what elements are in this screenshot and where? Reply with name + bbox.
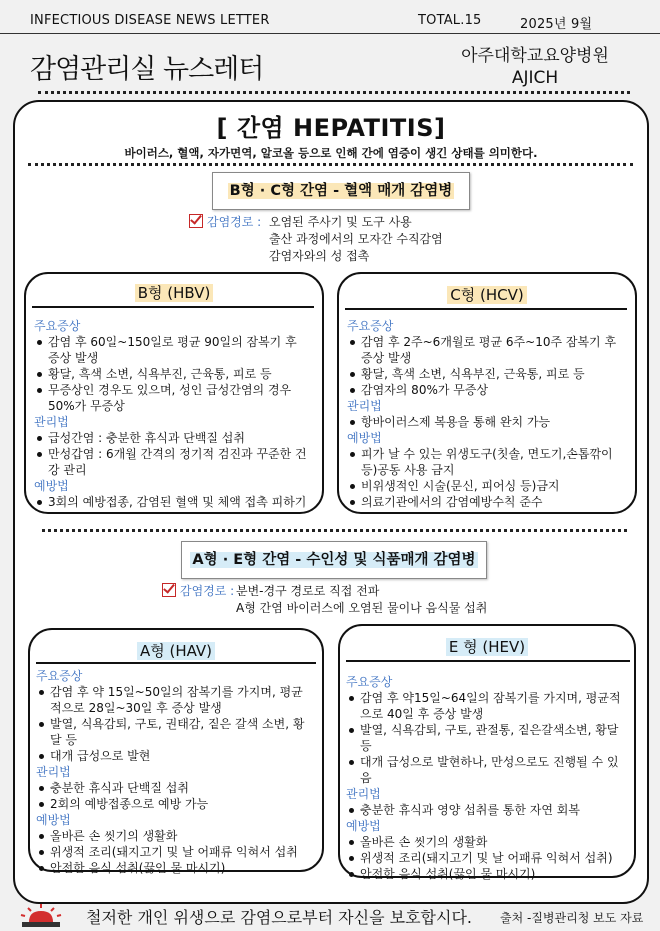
hav-content <box>36 668 314 876</box>
list-item: 의료기관에서의 감염예방수칙 준수 <box>347 494 625 510</box>
list-item: 무증상인 경우도 있으며, 성인 급성간염의 경우 50%가 무증상 <box>34 382 312 414</box>
list-item: 비위생적인 시술(문신, 피어싱 등)금지 <box>347 478 625 494</box>
ae-route-label: 감염경로 : <box>180 584 235 598</box>
bc-route-line: 오염된 주사기 및 도구 사용 <box>269 215 412 229</box>
section-divider-1 <box>28 163 633 166</box>
hev-card <box>338 624 636 881</box>
ae-route <box>162 583 234 600</box>
list-item: 감염 후 약 15일~50일의 잠복기를 가지며, 평균적으로 28일~30일 후 증상 발생 <box>36 684 314 716</box>
ae-section-title <box>181 541 487 579</box>
list-item: 감염 후 약15일~64일의 잠복기를 가지며, 평균적으로 40일 후 증상 발생 <box>346 690 630 722</box>
list-item: 안전한 음식 섭취(끓인 물 마시기) <box>346 866 630 882</box>
ae-route-line: A형 간염 바이러스에 오염된 물이나 음식물 섭취 <box>236 601 488 615</box>
hev-prevention-heading: 예방법 <box>346 819 381 833</box>
bc-section-title-text: B형 · C형 간염 - 혈액 매개 감염병 <box>229 183 453 199</box>
hbv-title <box>26 282 322 303</box>
list-item: 위생적 조리(돼지고기 및 날 어패류 익혀서 섭취 <box>36 844 314 860</box>
newsletter-label: INFECTIOUS DISEASE NEWS LETTER <box>30 13 270 28</box>
list-item: 대개 급성으로 발현 <box>36 748 314 764</box>
section-divider-2 <box>42 529 627 532</box>
hepatitis-definition: 바이러스, 혈액, 자가면역, 알코올 등으로 인해 간에 염증이 생긴 상태를 의미한다. <box>124 146 538 160</box>
hbv-title-rule <box>32 306 314 308</box>
list-item: 감염 후 60일~150일로 평균 90일의 잠복기 후 증상 발생 <box>34 334 312 366</box>
list-item: 감염 후 2주~6개월로 평균 6주~10주 잠복기 후 증상 발생 <box>347 334 625 366</box>
list-item: 안전한 음식 섭취(끓인 물 마시기) <box>36 860 314 876</box>
list-item: 올바른 손 씻기의 생활화 <box>36 828 314 844</box>
hcv-title <box>339 284 635 305</box>
ae-route-line: 분변-경구 경로로 직접 전파 <box>236 584 380 598</box>
list-item: 황달, 흑색 소변, 식욕부진, 근육통, 피로 등 <box>34 366 312 382</box>
list-item: 만성갑염 : 6개월 간격의 정기적 검진과 꾸준한 건강 관리 <box>34 446 312 478</box>
hcv-title-text: C형 (HCV) <box>447 286 526 304</box>
hev-title-rule <box>346 660 630 662</box>
hcv-content <box>347 318 625 510</box>
source-note: 출처 -질병관리청 보도 자료 <box>500 911 644 925</box>
hbv-symptoms-heading: 주요증상 <box>34 319 81 333</box>
hav-title-rule <box>36 662 316 664</box>
hev-title <box>340 636 634 657</box>
hev-title-text: E 형 (HEV) <box>446 638 528 656</box>
page-title: 감염관리실 뉴스레터 <box>30 54 264 85</box>
hbv-prevention-heading: 예방법 <box>34 479 69 493</box>
hbv-title-text: B형 (HBV) <box>135 284 214 302</box>
hcv-title-rule <box>345 308 627 310</box>
bc-route-line: 출산 과정에서의 모자간 수직감염 <box>269 232 443 246</box>
siren-icon <box>18 903 64 931</box>
hcv-prevention-heading: 예방법 <box>347 431 382 445</box>
checkbox-icon <box>162 583 176 597</box>
bc-route-line: 감염자와의 성 접촉 <box>269 249 370 263</box>
list-item: 발열, 식욕감퇴, 구토, 권태감, 짙은 갈색 소변, 황달 등 <box>36 716 314 748</box>
list-item: 급성간염 : 충분한 휴식과 단백질 섭취 <box>34 430 312 446</box>
hav-symptoms-heading: 주요증상 <box>36 669 83 683</box>
list-item: 충분한 휴식과 단백질 섭취 <box>36 780 314 796</box>
hcv-symptoms-heading: 주요증상 <box>347 319 394 333</box>
header-rule <box>0 33 660 34</box>
list-item: 대개 급성으로 발현하나, 만성으로도 진행될 수 있음 <box>346 754 630 786</box>
hepatitis-title: [ 간염 HEPATITIS] <box>216 114 446 142</box>
hcv-management-heading: 관리법 <box>347 399 382 413</box>
hbv-content <box>34 318 312 510</box>
hbv-card <box>24 272 324 514</box>
issue-date: 2025년 9월 <box>520 17 593 32</box>
hcv-card <box>337 272 637 514</box>
ae-route-lines <box>236 583 487 617</box>
hev-content <box>346 674 630 882</box>
list-item: 감염자의 80%가 무증상 <box>347 382 625 398</box>
list-item: 위생적 조리(돼지고기 및 날 어패류 익혀서 섭취) <box>346 850 630 866</box>
list-item: 2회의 예방접종으로 예방 가능 <box>36 796 314 812</box>
list-item: 올바른 손 씻기의 생활화 <box>346 834 630 850</box>
hav-management-heading: 관리법 <box>36 765 71 779</box>
list-item: 항바이러스제 복용을 통해 완치 가능 <box>347 414 625 430</box>
checkbox-icon <box>189 214 203 228</box>
ae-section-title-text: A형 · E형 간염 - 수인성 및 식품매개 감염병 <box>192 552 476 568</box>
list-item: 충분한 휴식과 영양 섭취를 통한 자연 회복 <box>346 802 630 818</box>
list-item: 발열, 식욕감퇴, 구토, 관절통, 짙은갈색소변, 황달 등 <box>346 722 630 754</box>
footer-message: 철저한 개인 위생으로 감염으로부터 자신을 보호합시다. <box>86 908 473 927</box>
hospital-name-english: AJICH <box>511 68 559 88</box>
hav-card <box>28 628 324 875</box>
hav-prevention-heading: 예방법 <box>36 813 71 827</box>
header-divider <box>38 91 630 94</box>
bc-route <box>189 214 261 231</box>
hospital-name-korean: 아주대학교요양병원 <box>461 46 609 66</box>
issue-number: TOTAL.15 <box>418 13 482 28</box>
bc-section-title <box>212 172 470 210</box>
hospital-name <box>455 45 615 89</box>
list-item: 피가 날 수 있는 위생도구(칫솔, 면도기,손톱깎이 등)공동 사용 금지 <box>347 446 625 478</box>
list-item: 황달, 흑색 소변, 식욕부진, 근육통, 피로 등 <box>347 366 625 382</box>
hbv-management-heading: 관리법 <box>34 415 69 429</box>
list-item: 3회의 예방접종, 감염된 혈액 및 체액 접촉 피하기 <box>34 494 312 510</box>
hav-title <box>30 640 322 661</box>
bc-route-label: 감염경로 : <box>207 215 262 229</box>
hav-title-text: A형 (HAV) <box>137 642 215 660</box>
hev-management-heading: 관리법 <box>346 787 381 801</box>
bc-route-lines <box>269 214 443 265</box>
hev-symptoms-heading: 주요증상 <box>346 675 393 689</box>
